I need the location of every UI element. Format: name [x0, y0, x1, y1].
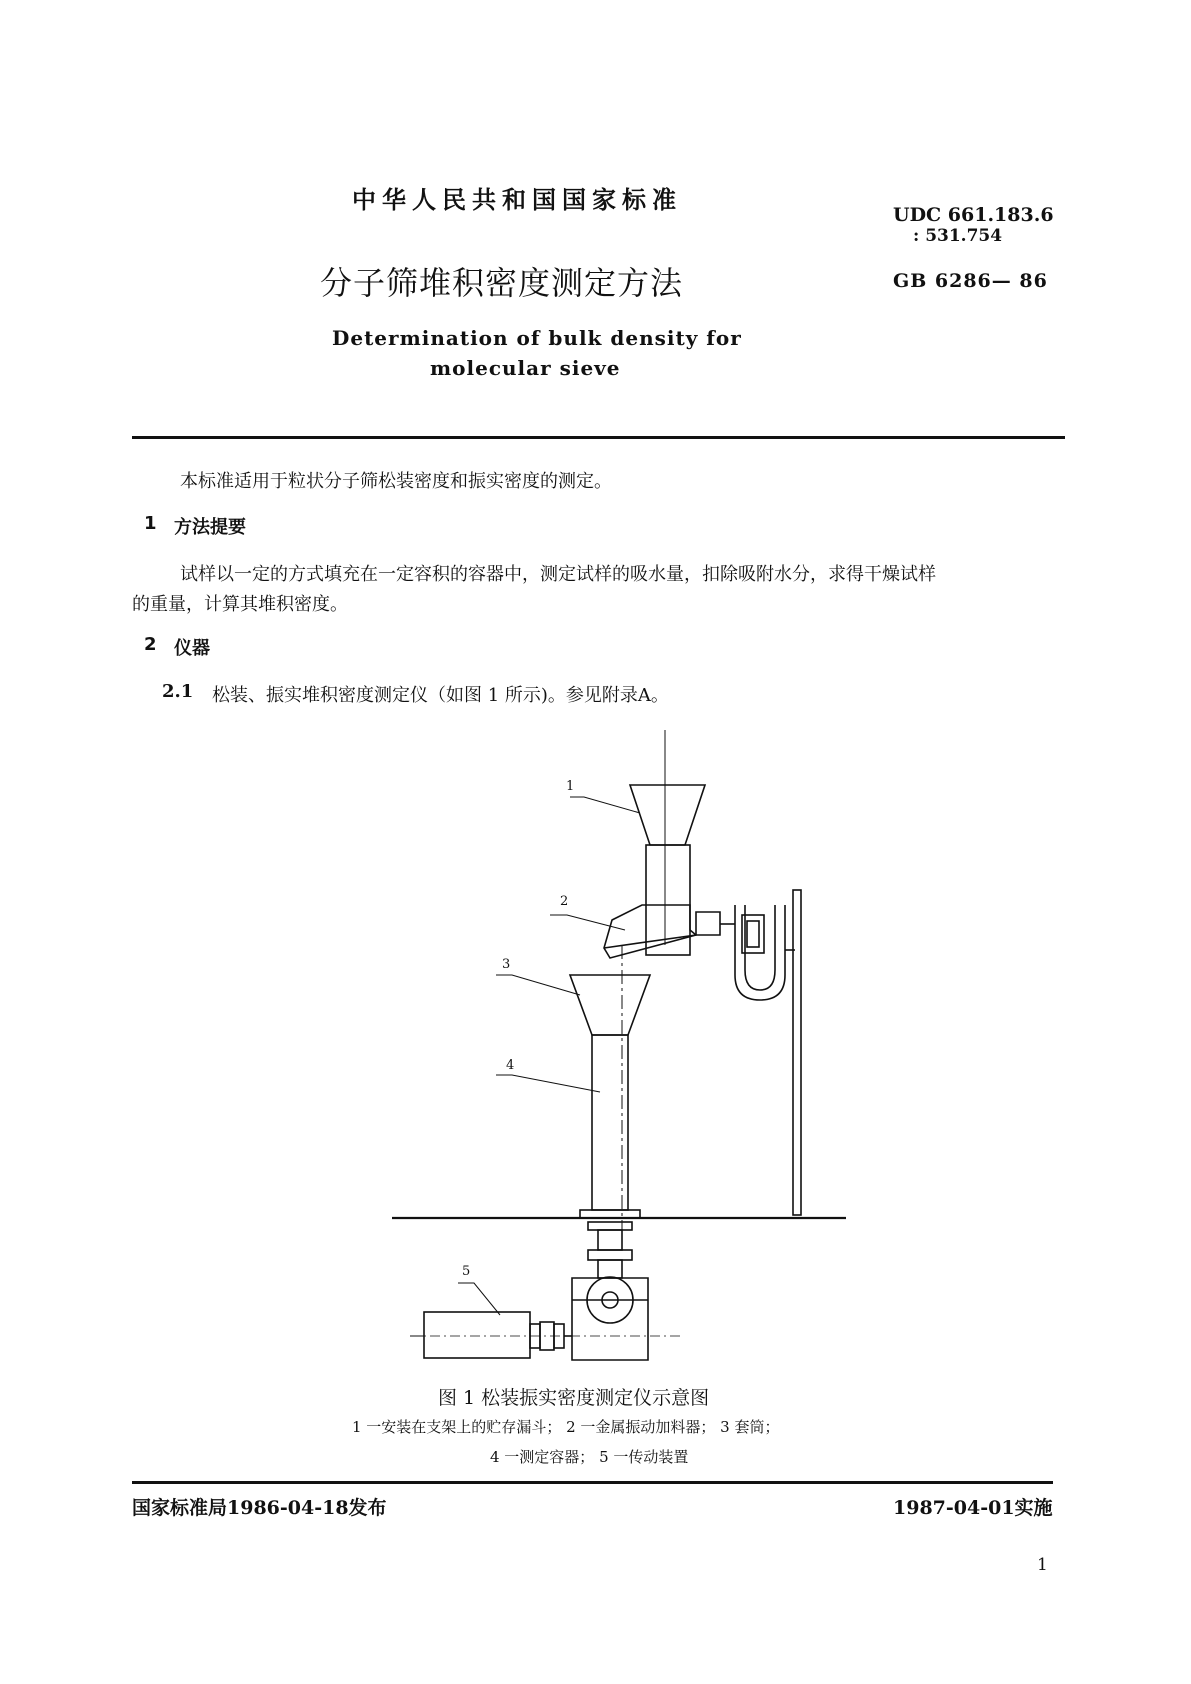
udc-number: UDC 661.183.6 — [893, 204, 1054, 226]
callout-4: 4 — [506, 1058, 515, 1073]
gb-code: GB 6286— 86 — [893, 270, 1048, 292]
issue-date: 国家标准局1986-04-18发布 — [132, 1497, 387, 1519]
effective-date: 1987-04-01实施 — [893, 1497, 1053, 1519]
section-1-number: 1 — [144, 513, 157, 534]
national-standard-title: 中华人民共和国国家标准 — [352, 186, 682, 214]
page-number: 1 — [1037, 1555, 1048, 1575]
clause-2-1-number: 2.1 — [162, 681, 194, 702]
english-title-line1: Determination of bulk density for — [332, 326, 742, 350]
callout-3: 3 — [502, 957, 511, 972]
section-1-title: 方法提要 — [174, 517, 246, 538]
callout-1: 1 — [566, 779, 575, 794]
footer-rule — [132, 1481, 1053, 1484]
figure-caption: 图 1 松装振实密度测定仪示意图 — [438, 1387, 710, 1409]
header-rule — [132, 436, 1065, 439]
callout-2: 2 — [560, 894, 569, 909]
standard-title: 分子筛堆积密度测定方法 — [320, 264, 684, 302]
apparatus-figure — [380, 725, 860, 1370]
figure-legend-line1: 1 一安装在支架上的贮存漏斗； 2 一金属振动加料器； 3 套筒； — [352, 1418, 780, 1436]
section-2-number: 2 — [144, 634, 157, 655]
scope-paragraph: 本标准适用于粒状分子筛松装密度和振实密度的测定。 — [180, 471, 612, 492]
english-title-line2: molecular sieve — [430, 356, 621, 380]
callout-5: 5 — [462, 1264, 471, 1279]
section-1-text-line1: 试样以一定的方式填充在一定容积的容器中，测定试样的吸水量，扣除吸附水分，求得干燥试样 — [180, 564, 936, 585]
section-1-text-line2: 的重量，计算其堆积密度。 — [132, 594, 348, 615]
section-2-title: 仪器 — [174, 638, 210, 659]
udc-number-continued: : 531.754 — [913, 226, 1003, 246]
clause-2-1-text: 松装、振实堆积密度测定仪（如图 1 所示)。参见附录A。 — [212, 685, 669, 706]
figure-legend-line2: 4 一测定容器； 5 一传动装置 — [490, 1448, 689, 1466]
